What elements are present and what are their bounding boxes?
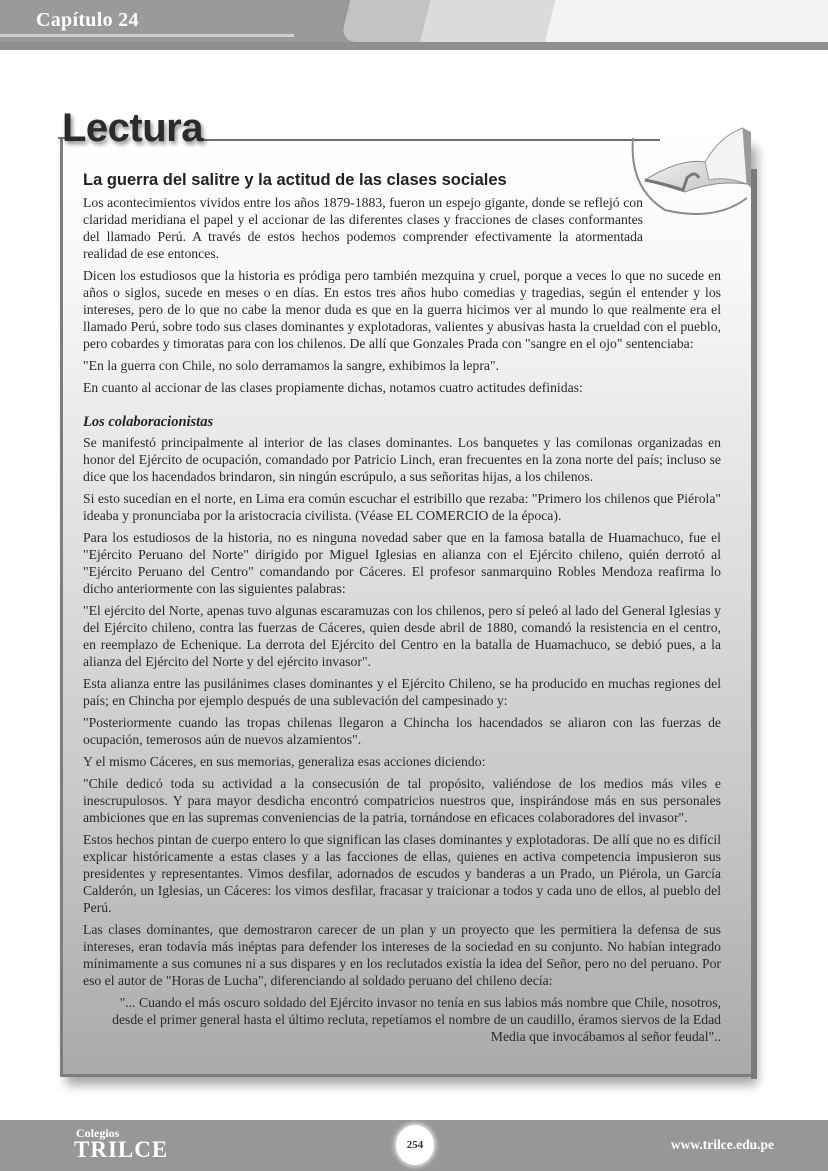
quote: "El ejército del Norte, apenas tuvo algunas escaramuzas con los chilenos, pero sí peleó al lado del General Iglesias y del Ejército chileno, contra las fuerzas de Cáceres, quien desde abril de 1880, comandó la resistencia en el centro, en reemplazo de Echenique. La derrota del Ejército del Centro en la batalla de Huamachuco, se debió pues, a la alianza del Ejército del Norte y del ejército invasor".	[83, 603, 721, 669]
chapter-underline	[0, 34, 294, 37]
paragraph: Los acontecimientos vividos entre los años 1879-1883, fueron un espejo gigante, donde se reflejó con claridad meridiana el papel y el accionar de las diferentes clases y fracciones de clases conformantes del llamado Perú. A través de estos hechos podemos comprender efectivamente la atormentada realidad de ese entonces.	[83, 195, 643, 261]
paragraph: En cuanto al accionar de las clases propiamente dichas, notamos cuatro actitudes definidas:	[83, 380, 583, 395]
page-footer	[0, 1120, 828, 1171]
paragraph: Si esto sucedían en el norte, en Lima era común escuchar el estribillo que rezaba: "Primero los chilenos que Piérola" ideaba y pronunciaba por la aristocracia civilista. (Véase EL COMERCIO de la época).	[83, 491, 721, 523]
quote: "Chile dedicó toda su actividad a la consecusión de tal propósito, valiéndose de los medios más viles e inescrupulosos. Y para mayor desdicha encontró compatricios nuestros que, inspirándose más en sus personales ambiciones que en las supremas conveniencias de la patria, tornándose en eficaces colaboradores del invasor".	[83, 776, 721, 825]
paragraph: Dicen los estudiosos que la historia es pródiga pero también mezquina y cruel, porque a veces lo que no sucede en años o siglos, sucede en meses o en días. En estos tres años hubo comedias y tragedias, según el entender y los intereses, pero de lo que no cabe la menor duda es que en la guerra hicimos ver al mundo lo que realmente era el llamado Perú, sobre todo sus clases dominantes y explotadoras, valientes y abusivas hasta la crueldad con el pueblo, pero cobardes y timoratas para con los chilenos. De allí que Gonzales Prada con "sangre en el ojo" sentenciaba:	[83, 268, 721, 351]
paragraph: Las clases dominantes, que demostraron carecer de un plan y un proyecto que les permitiera la defensa de sus intereses, eran todavía más inéptas para defender los intereses de la sociedad en su conjunto. No habían integrado mínimamente a sus comunes ni a sus dispares y en los reclutados existía la idea del Señor, pero no del peruano. Por eso el autor de "Horas de Lucha", diferenciando al soldado peruano del chileno decía:	[83, 922, 721, 988]
article-title: La guerra del salitre y la actitud de las clases sociales	[83, 171, 507, 189]
website-url: www.trilce.edu.pe	[670, 1137, 774, 1152]
paragraph: Y el mismo Cáceres, en sus memorias, generaliza esas acciones diciendo:	[83, 754, 486, 769]
section-label: Lectura	[62, 106, 203, 150]
page-number: 254	[396, 1125, 434, 1165]
paragraph: Esta alianza entre las pusilánimes clases dominantes y el Ejército Chileno, se ha producido en muchas regiones del país; en Chincha por ejemplo después de una sublevación del campesinado y:	[83, 676, 721, 708]
brand-label: Colegios	[76, 1126, 120, 1140]
paragraph: Para los estudiosos de la historia, no es ninguna novedad saber que en la famosa batalla de Huamachuco, fue el "Ejército Peruano del Norte" dirigido por Miguel Iglesias en alianza con el Ejército chileno, quién derrotó al "Ejército Peruano del Centro" comandando por Cáceres. El profesor sanmarquino Robles Mendoza reafirma lo dicho anteriormente con las siguientes palabras:	[83, 530, 721, 596]
quote: "En la guerra con Chile, no solo derramamos la sangre, exhibimos la lepra".	[83, 358, 499, 373]
paragraph: Se manifestó principalmente al interior de las clases dominantes. Los banquetes y las comilonas organizadas en honor del Ejército de ocupación, comandado por Patricio Linch, eran frecuentes en la zona norte del país; incluso se dice que los hacendados brindaron, sin ningún escrúpulo, a sus señoritas hijas, a los chilenos.	[83, 435, 721, 484]
paragraph: Estos hechos pintan de cuerpo entero lo que significan las clases dominantes y explotadoras. De allí que no es difícil explicar históricamente a estas clases y a las facciones de ellas, quienes en activa competencia impusieron sus presidentes y representantes. Vimos desfilar, adornados de escudos y banderas a un Prado, un Piérola, un García Calderón, un Iglesias, un Cáceres: los vimos desfilar, fracasar y traicionar a todos y cada uno de ellos, al pueblo del Perú.	[83, 832, 721, 915]
chapter-header	[0, 0, 828, 50]
header-decoration	[545, 0, 828, 42]
article	[83, 172, 721, 1050]
reading-box-top-border	[200, 139, 660, 141]
chapter-title: Capítulo 24	[36, 9, 139, 31]
closing-quote: "... Cuando el más oscuro soldado del Ejército invasor no tenía en sus labios más nombre que Chile, nosotros, desde el primer general hasta el último recluta, repetíamos el nombre de un caudillo, éramos siervos de la Edad Media que invocábamos al señor feudal"..	[112, 995, 721, 1044]
brand-logo: TRILCE	[74, 1137, 169, 1162]
quote: "Posteriormente cuando las tropas chilenas llegaron a Chincha los hacendados se aliaron con las fuerzas de ocupación, temerosos aún de nuevos alzamientos".	[83, 715, 721, 747]
header-divider	[0, 42, 828, 50]
subsection-title: Los colaboracionistas	[83, 414, 214, 430]
